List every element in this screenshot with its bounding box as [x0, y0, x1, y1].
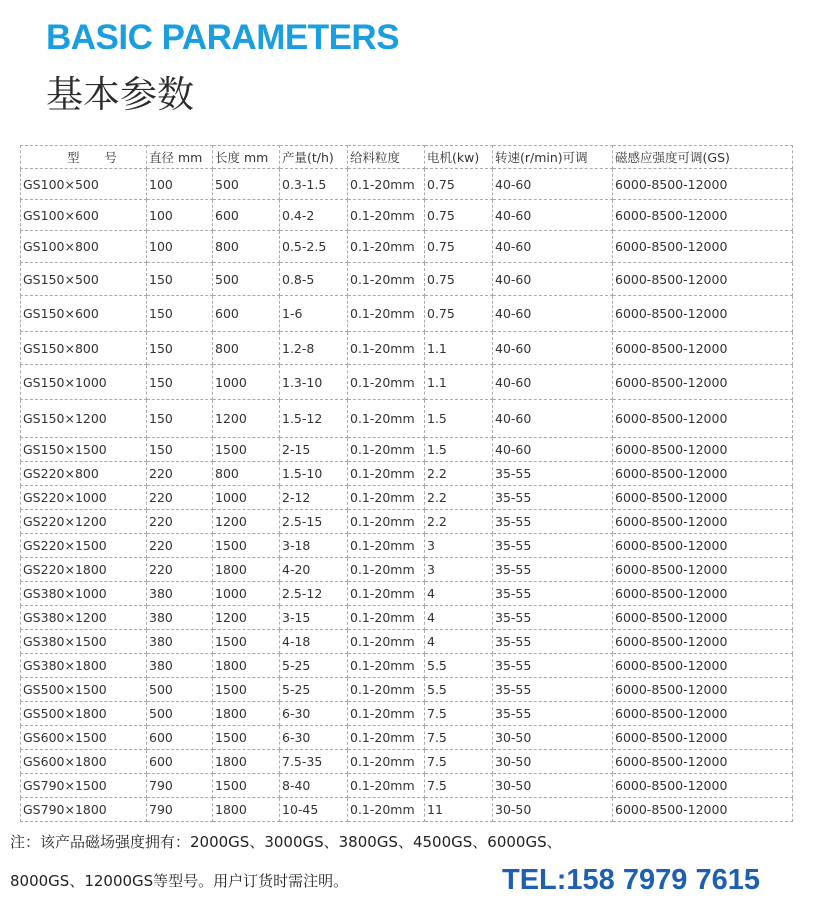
- cell-feed-size: 0.1-20mm: [348, 798, 425, 822]
- cell-capacity: 0.8-5: [280, 263, 348, 296]
- cell-length: 1500: [213, 438, 280, 462]
- cell-capacity: 0.5-2.5: [280, 231, 348, 263]
- table-row: [21, 486, 793, 510]
- cell-length: 800: [213, 332, 280, 365]
- cell-length: 800: [213, 462, 280, 486]
- cell-magnetic-induction: 6000-8500-12000: [613, 798, 793, 822]
- cell-motor: 7.5: [425, 750, 493, 774]
- table-row: [21, 774, 793, 798]
- table-row: [21, 702, 793, 726]
- cell-speed: 35-55: [493, 510, 613, 534]
- title-english: BASIC PARAMETERS: [46, 18, 400, 57]
- cell-capacity: 2.5-15: [280, 510, 348, 534]
- cell-magnetic-induction: 6000-8500-12000: [613, 200, 793, 231]
- cell-motor: 1.5: [425, 438, 493, 462]
- cell-speed: 40-60: [493, 200, 613, 231]
- cell-feed-size: 0.1-20mm: [348, 702, 425, 726]
- cell-motor: 3: [425, 558, 493, 582]
- cell-capacity: 5-25: [280, 678, 348, 702]
- column-header-magnetic-induction: 磁感应强度可调(GS): [613, 146, 793, 169]
- cell-diameter: 150: [147, 438, 213, 462]
- cell-feed-size: 0.1-20mm: [348, 332, 425, 365]
- table-row: [21, 438, 793, 462]
- cell-model: GS600×1800: [21, 750, 147, 774]
- cell-feed-size: 0.1-20mm: [348, 200, 425, 231]
- cell-length: 1500: [213, 534, 280, 558]
- cell-diameter: 500: [147, 678, 213, 702]
- cell-length: 1500: [213, 630, 280, 654]
- cell-feed-size: 0.1-20mm: [348, 678, 425, 702]
- cell-speed: 35-55: [493, 678, 613, 702]
- cell-diameter: 380: [147, 606, 213, 630]
- cell-capacity: 1.2-8: [280, 332, 348, 365]
- table-row: [21, 558, 793, 582]
- cell-model: GS790×1500: [21, 774, 147, 798]
- cell-motor: 7.5: [425, 774, 493, 798]
- cell-speed: 35-55: [493, 534, 613, 558]
- cell-feed-size: 0.1-20mm: [348, 726, 425, 750]
- cell-capacity: 1-6: [280, 296, 348, 332]
- cell-diameter: 150: [147, 365, 213, 400]
- cell-motor: 1.1: [425, 365, 493, 400]
- cell-length: 1200: [213, 400, 280, 438]
- cell-diameter: 100: [147, 231, 213, 263]
- cell-magnetic-induction: 6000-8500-12000: [613, 702, 793, 726]
- cell-feed-size: 0.1-20mm: [348, 582, 425, 606]
- cell-magnetic-induction: 6000-8500-12000: [613, 534, 793, 558]
- cell-model: GS600×1500: [21, 726, 147, 750]
- cell-magnetic-induction: 6000-8500-12000: [613, 263, 793, 296]
- parameters-table: [20, 145, 793, 822]
- cell-speed: 35-55: [493, 606, 613, 630]
- cell-feed-size: 0.1-20mm: [348, 365, 425, 400]
- cell-model: GS220×1200: [21, 510, 147, 534]
- table-row: [21, 231, 793, 263]
- cell-magnetic-induction: 6000-8500-12000: [613, 678, 793, 702]
- table-row: [21, 798, 793, 822]
- cell-speed: 35-55: [493, 582, 613, 606]
- cell-diameter: 150: [147, 263, 213, 296]
- cell-model: GS380×1500: [21, 630, 147, 654]
- cell-capacity: 1.5-10: [280, 462, 348, 486]
- table-row: [21, 400, 793, 438]
- cell-feed-size: 0.1-20mm: [348, 750, 425, 774]
- cell-speed: 35-55: [493, 630, 613, 654]
- cell-motor: 0.75: [425, 200, 493, 231]
- cell-feed-size: 0.1-20mm: [348, 654, 425, 678]
- column-header-model: 型 号: [21, 146, 147, 169]
- title-chinese: 基本参数: [46, 73, 194, 116]
- cell-magnetic-induction: 6000-8500-12000: [613, 486, 793, 510]
- cell-model: GS380×1800: [21, 654, 147, 678]
- note-line-1: 注：该产品磁场强度拥有：2000GS、3000GS、3800GS、4500GS、6000GS、: [10, 833, 562, 851]
- cell-feed-size: 0.1-20mm: [348, 630, 425, 654]
- cell-model: GS220×800: [21, 462, 147, 486]
- cell-length: 1500: [213, 774, 280, 798]
- cell-speed: 30-50: [493, 726, 613, 750]
- cell-motor: 0.75: [425, 296, 493, 332]
- cell-motor: 3: [425, 534, 493, 558]
- cell-speed: 40-60: [493, 438, 613, 462]
- cell-capacity: 1.5-12: [280, 400, 348, 438]
- telephone-number: TEL:158 7979 7615: [502, 864, 760, 896]
- cell-diameter: 600: [147, 726, 213, 750]
- cell-motor: 4: [425, 606, 493, 630]
- cell-model: GS220×1000: [21, 486, 147, 510]
- table-row: [21, 200, 793, 231]
- cell-length: 600: [213, 296, 280, 332]
- cell-speed: 35-55: [493, 486, 613, 510]
- cell-magnetic-induction: 6000-8500-12000: [613, 231, 793, 263]
- cell-length: 1500: [213, 678, 280, 702]
- cell-model: GS500×1800: [21, 702, 147, 726]
- column-header-capacity: 产量(t/h): [280, 146, 348, 169]
- column-header-length: 长度 mm: [213, 146, 280, 169]
- cell-diameter: 220: [147, 558, 213, 582]
- table-row: [21, 750, 793, 774]
- cell-motor: 0.75: [425, 169, 493, 200]
- table-row: [21, 654, 793, 678]
- cell-model: GS150×500: [21, 263, 147, 296]
- cell-feed-size: 0.1-20mm: [348, 558, 425, 582]
- cell-motor: 5.5: [425, 654, 493, 678]
- cell-speed: 30-50: [493, 798, 613, 822]
- table-row: [21, 726, 793, 750]
- cell-capacity: 3-15: [280, 606, 348, 630]
- cell-feed-size: 0.1-20mm: [348, 606, 425, 630]
- cell-length: 1000: [213, 486, 280, 510]
- cell-diameter: 600: [147, 750, 213, 774]
- column-header-motor: 电机(kw): [425, 146, 493, 169]
- cell-motor: 0.75: [425, 263, 493, 296]
- cell-length: 1000: [213, 582, 280, 606]
- cell-motor: 0.75: [425, 231, 493, 263]
- cell-magnetic-induction: 6000-8500-12000: [613, 296, 793, 332]
- cell-diameter: 220: [147, 534, 213, 558]
- cell-capacity: 2-15: [280, 438, 348, 462]
- cell-magnetic-induction: 6000-8500-12000: [613, 630, 793, 654]
- column-header-feed-size: 给料粒度: [348, 146, 425, 169]
- cell-feed-size: 0.1-20mm: [348, 438, 425, 462]
- cell-diameter: 220: [147, 462, 213, 486]
- cell-magnetic-induction: 6000-8500-12000: [613, 332, 793, 365]
- cell-diameter: 380: [147, 582, 213, 606]
- cell-model: GS150×800: [21, 332, 147, 365]
- cell-length: 800: [213, 231, 280, 263]
- cell-diameter: 220: [147, 510, 213, 534]
- cell-magnetic-induction: 6000-8500-12000: [613, 726, 793, 750]
- cell-feed-size: 0.1-20mm: [348, 462, 425, 486]
- note-line-2: 8000GS、12000GS等型号。用户订货时需注明。: [10, 872, 349, 890]
- cell-length: 1800: [213, 558, 280, 582]
- cell-model: GS150×600: [21, 296, 147, 332]
- cell-speed: 35-55: [493, 654, 613, 678]
- cell-motor: 2.2: [425, 486, 493, 510]
- cell-length: 1200: [213, 510, 280, 534]
- cell-magnetic-induction: 6000-8500-12000: [613, 365, 793, 400]
- cell-diameter: 100: [147, 200, 213, 231]
- cell-length: 1000: [213, 365, 280, 400]
- cell-capacity: 5-25: [280, 654, 348, 678]
- cell-speed: 40-60: [493, 400, 613, 438]
- cell-feed-size: 0.1-20mm: [348, 169, 425, 200]
- cell-capacity: 0.3-1.5: [280, 169, 348, 200]
- cell-length: 1800: [213, 654, 280, 678]
- cell-speed: 40-60: [493, 263, 613, 296]
- cell-magnetic-induction: 6000-8500-12000: [613, 558, 793, 582]
- cell-model: GS220×1500: [21, 534, 147, 558]
- cell-feed-size: 0.1-20mm: [348, 400, 425, 438]
- cell-motor: 7.5: [425, 726, 493, 750]
- cell-magnetic-induction: 6000-8500-12000: [613, 438, 793, 462]
- cell-length: 1800: [213, 702, 280, 726]
- cell-feed-size: 0.1-20mm: [348, 296, 425, 332]
- cell-diameter: 150: [147, 400, 213, 438]
- table-row: [21, 462, 793, 486]
- cell-speed: 40-60: [493, 231, 613, 263]
- cell-model: GS150×1000: [21, 365, 147, 400]
- cell-diameter: 150: [147, 296, 213, 332]
- cell-diameter: 790: [147, 774, 213, 798]
- cell-feed-size: 0.1-20mm: [348, 263, 425, 296]
- cell-model: GS790×1800: [21, 798, 147, 822]
- cell-speed: 30-50: [493, 774, 613, 798]
- cell-feed-size: 0.1-20mm: [348, 774, 425, 798]
- table-header-row: [21, 146, 793, 169]
- cell-magnetic-induction: 6000-8500-12000: [613, 169, 793, 200]
- column-header-diameter: 直径 mm: [147, 146, 213, 169]
- cell-magnetic-induction: 6000-8500-12000: [613, 462, 793, 486]
- cell-model: GS100×800: [21, 231, 147, 263]
- cell-feed-size: 0.1-20mm: [348, 510, 425, 534]
- cell-speed: 40-60: [493, 296, 613, 332]
- cell-capacity: 0.4-2: [280, 200, 348, 231]
- cell-diameter: 380: [147, 654, 213, 678]
- cell-length: 1800: [213, 798, 280, 822]
- cell-motor: 11: [425, 798, 493, 822]
- cell-length: 500: [213, 263, 280, 296]
- table-row: [21, 169, 793, 200]
- cell-magnetic-induction: 6000-8500-12000: [613, 750, 793, 774]
- cell-motor: 4: [425, 582, 493, 606]
- cell-feed-size: 0.1-20mm: [348, 534, 425, 558]
- cell-feed-size: 0.1-20mm: [348, 486, 425, 510]
- cell-feed-size: 0.1-20mm: [348, 231, 425, 263]
- cell-model: GS220×1800: [21, 558, 147, 582]
- cell-diameter: 100: [147, 169, 213, 200]
- cell-model: GS500×1500: [21, 678, 147, 702]
- cell-capacity: 4-18: [280, 630, 348, 654]
- table-row: [21, 365, 793, 400]
- column-header-speed: 转速(r/min)可调: [493, 146, 613, 169]
- cell-capacity: 8-40: [280, 774, 348, 798]
- table-row: [21, 630, 793, 654]
- cell-capacity: 1.3-10: [280, 365, 348, 400]
- cell-speed: 40-60: [493, 169, 613, 200]
- cell-speed: 40-60: [493, 332, 613, 365]
- cell-diameter: 220: [147, 486, 213, 510]
- cell-length: 600: [213, 200, 280, 231]
- cell-length: 1800: [213, 750, 280, 774]
- cell-model: GS150×1500: [21, 438, 147, 462]
- cell-diameter: 500: [147, 702, 213, 726]
- cell-magnetic-induction: 6000-8500-12000: [613, 510, 793, 534]
- cell-capacity: 2-12: [280, 486, 348, 510]
- cell-length: 1200: [213, 606, 280, 630]
- cell-capacity: 6-30: [280, 702, 348, 726]
- cell-capacity: 7.5-35: [280, 750, 348, 774]
- cell-magnetic-induction: 6000-8500-12000: [613, 774, 793, 798]
- cell-speed: 35-55: [493, 702, 613, 726]
- cell-capacity: 4-20: [280, 558, 348, 582]
- cell-length: 1500: [213, 726, 280, 750]
- cell-magnetic-induction: 6000-8500-12000: [613, 606, 793, 630]
- cell-motor: 7.5: [425, 702, 493, 726]
- cell-diameter: 150: [147, 332, 213, 365]
- cell-model: GS380×1000: [21, 582, 147, 606]
- cell-capacity: 6-30: [280, 726, 348, 750]
- cell-magnetic-induction: 6000-8500-12000: [613, 654, 793, 678]
- cell-diameter: 790: [147, 798, 213, 822]
- table-row: [21, 678, 793, 702]
- cell-capacity: 2.5-12: [280, 582, 348, 606]
- cell-capacity: 3-18: [280, 534, 348, 558]
- cell-motor: 5.5: [425, 678, 493, 702]
- table-row: [21, 606, 793, 630]
- table-row: [21, 296, 793, 332]
- cell-motor: 2.2: [425, 510, 493, 534]
- cell-diameter: 380: [147, 630, 213, 654]
- cell-motor: 1.5: [425, 400, 493, 438]
- cell-magnetic-induction: 6000-8500-12000: [613, 582, 793, 606]
- cell-motor: 1.1: [425, 332, 493, 365]
- cell-speed: 35-55: [493, 462, 613, 486]
- cell-model: GS100×500: [21, 169, 147, 200]
- table-row: [21, 582, 793, 606]
- cell-model: GS380×1200: [21, 606, 147, 630]
- table-row: [21, 534, 793, 558]
- cell-speed: 40-60: [493, 365, 613, 400]
- cell-motor: 4: [425, 630, 493, 654]
- cell-capacity: 10-45: [280, 798, 348, 822]
- table-row: [21, 263, 793, 296]
- cell-speed: 35-55: [493, 558, 613, 582]
- cell-model: GS150×1200: [21, 400, 147, 438]
- table-row: [21, 510, 793, 534]
- table-row: [21, 332, 793, 365]
- cell-model: GS100×600: [21, 200, 147, 231]
- cell-length: 500: [213, 169, 280, 200]
- cell-motor: 2.2: [425, 462, 493, 486]
- table-body: [21, 169, 793, 822]
- cell-speed: 30-50: [493, 750, 613, 774]
- cell-magnetic-induction: 6000-8500-12000: [613, 400, 793, 438]
